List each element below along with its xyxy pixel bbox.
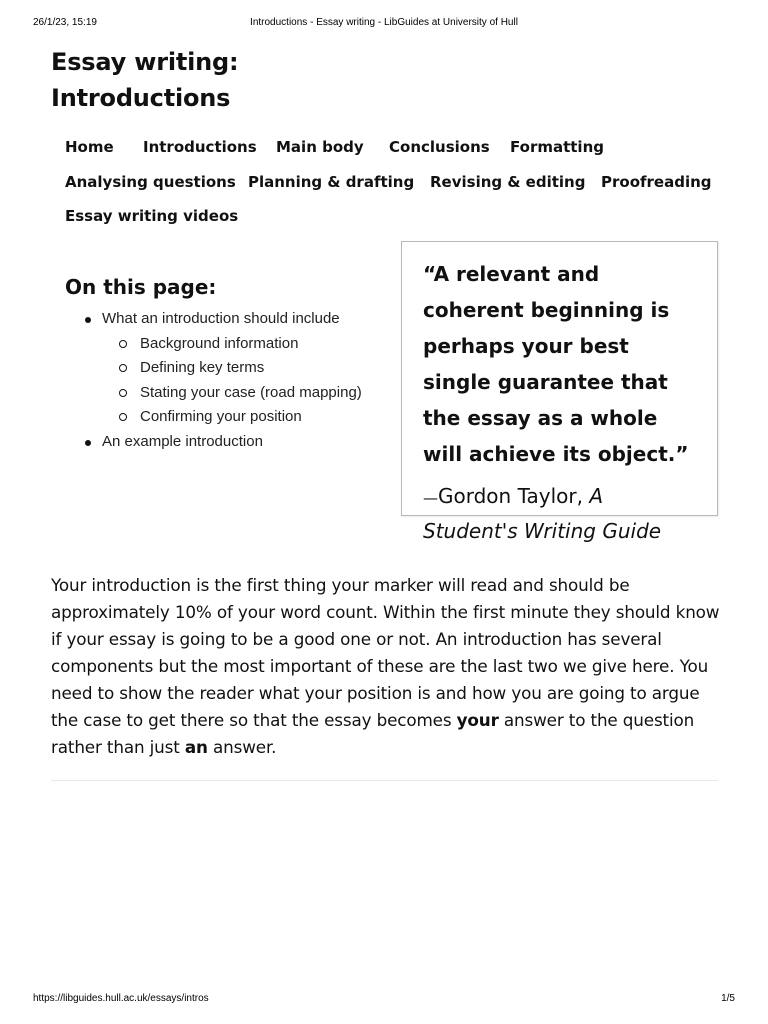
nav-analysing-questions-link[interactable]: Analysing questions [65, 172, 236, 191]
quote-attribution [423, 480, 703, 548]
guide-nav-row [65, 136, 745, 171]
nav-revising-editing-link[interactable]: Revising & editing [430, 172, 586, 191]
print-footer [0, 993, 768, 1007]
section-divider [51, 780, 718, 781]
intro-paragraph-emphasis: your [456, 710, 499, 730]
intro-paragraph-text: answer. [207, 737, 277, 757]
toc-link-what-an-introduction-should-include[interactable]: What an introduction should include [102, 310, 340, 327]
nav-essay-writing-videos-link[interactable]: Essay writing videos [65, 207, 239, 225]
page-title-line-1: Essay writing: [51, 48, 239, 76]
guide-nav-row [65, 171, 745, 206]
toc-list [65, 307, 365, 454]
quote-dash: — [423, 489, 438, 507]
intro-paragraph-emphasis: an [184, 737, 208, 757]
page-title [51, 44, 238, 116]
intro-paragraph-text: answer to the question rather than just [51, 710, 695, 757]
print-page-indicator: 1/5 [721, 993, 735, 1004]
intro-paragraph-text: Your introduction is the first thing your marker will read and should be approximately 10% of your word count. Within the first minute they should know if your essay is going to be a good one or not. An introduction has several components but the most important of these are the last two we give here. You need to show the reader what your position is and how you are going to argue the case to get there so that the essay becomes [51, 575, 720, 730]
nav-main-body-link[interactable]: Main body [276, 138, 364, 156]
toc-subitem [102, 356, 365, 381]
guide-nav [65, 136, 745, 240]
quote-text: “A relevant and coherent beginning is perhaps your best single guarantee that the essay as a whole will achieve its object.” [423, 262, 689, 466]
guide-nav-row [65, 205, 745, 240]
print-document-title: Introductions - Essay writing - LibGuides at University of Hull [250, 17, 518, 28]
toc-subitem [102, 381, 365, 406]
toc-sublist [102, 332, 365, 430]
quote-separator: , [576, 484, 590, 508]
toc-subitem [102, 332, 365, 357]
quote-source: A Student's Writing Guide [423, 484, 662, 543]
toc-link-defining-key-terms[interactable]: Defining key terms [140, 359, 265, 376]
print-timestamp: 26/1/23, 15:19 [33, 17, 97, 28]
quote-box [401, 241, 718, 543]
toc-link-background-information[interactable]: Background information [140, 334, 299, 352]
quote-author: Gordon Taylor [438, 484, 577, 508]
nav-proofreading-link[interactable]: Proofreading [601, 172, 712, 191]
nav-home-link[interactable]: Home [65, 138, 114, 156]
toc-link-stating-your-case[interactable]: Stating your case (road mapping) [140, 383, 362, 401]
print-url: https://libguides.hull.ac.uk/essays/intros [33, 993, 209, 1004]
toc-item [65, 430, 365, 455]
nav-conclusions-link[interactable]: Conclusions [389, 138, 490, 156]
toc-link-an-example-introduction[interactable]: An example introduction [102, 432, 263, 450]
toc-link-confirming-your-position[interactable]: Confirming your position [140, 408, 302, 425]
toc-subitem [102, 405, 365, 430]
toc-item [65, 307, 365, 430]
on-this-page-toc [65, 272, 365, 454]
intro-paragraph [51, 572, 721, 761]
toc-heading: On this page: [65, 275, 217, 299]
nav-planning-drafting-link[interactable]: Planning & drafting [248, 172, 415, 191]
nav-formatting-link[interactable]: Formatting [510, 138, 604, 156]
print-header [0, 17, 768, 31]
page-title-line-2: Introductions [51, 84, 231, 112]
nav-introductions-link[interactable]: Introductions [143, 138, 257, 156]
